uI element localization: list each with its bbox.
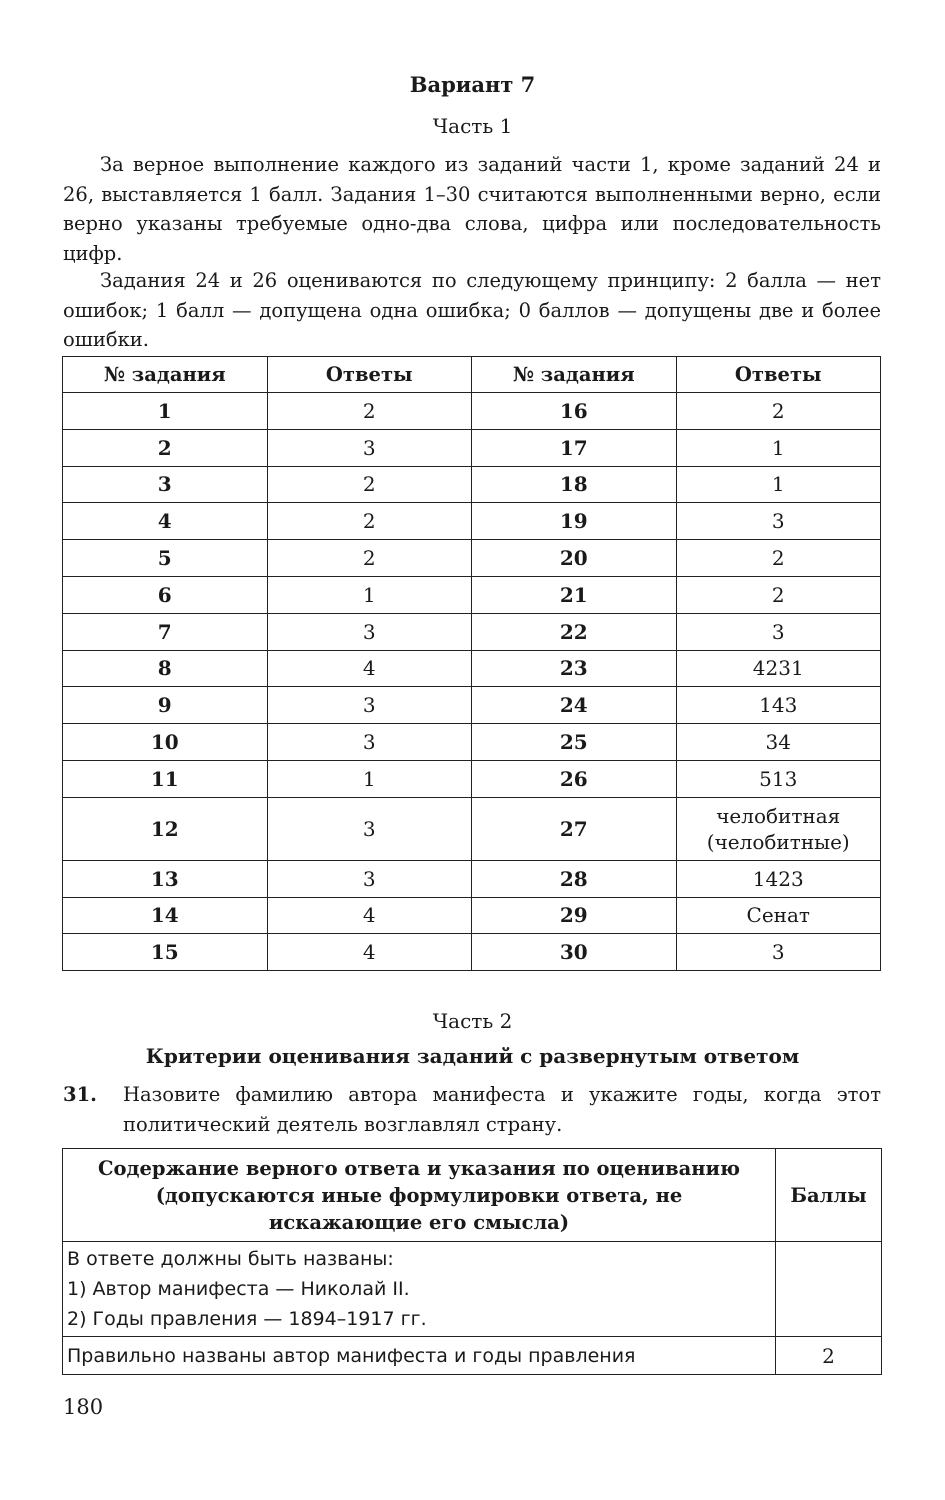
task-number-cell: 2 bbox=[63, 429, 268, 466]
answer-cell: 3 bbox=[676, 503, 881, 540]
task-number-cell: 12 bbox=[63, 797, 268, 860]
answer-cell: 1 bbox=[267, 576, 472, 613]
answer-cell: 2 bbox=[267, 466, 472, 503]
task-text: Назовите фамилию автора манифеста и укажите годы, когда этот политический деятель возглавлял страну. bbox=[123, 1083, 881, 1136]
task-number-cell: 11 bbox=[63, 760, 268, 797]
task-number-cell: 7 bbox=[63, 613, 268, 650]
task-number-cell: 28 bbox=[472, 860, 677, 897]
answer-cell: 3 bbox=[267, 797, 472, 860]
answer-cell: 3 bbox=[676, 613, 881, 650]
header-task-number-2: № задания bbox=[472, 357, 677, 393]
answer-cell: 3 bbox=[267, 613, 472, 650]
answer-cell: 1 bbox=[676, 466, 881, 503]
task-number-cell: 4 bbox=[63, 503, 268, 540]
task-number-cell: 18 bbox=[472, 466, 677, 503]
task-number-cell: 9 bbox=[63, 687, 268, 724]
criteria-last-row-text: Правильно названы автор манифеста и годы правления bbox=[63, 1337, 776, 1375]
task-number-cell: 25 bbox=[472, 724, 677, 761]
task-number-cell: 19 bbox=[472, 503, 677, 540]
task-number-cell: 17 bbox=[472, 429, 677, 466]
task-number-cell: 5 bbox=[63, 540, 268, 577]
answer-cell: 3 bbox=[267, 724, 472, 761]
intro-paragraph-2: Задания 24 и 26 оцениваются по следующему принципу: 2 балла — нет ошибок; 1 балл — допущена одна ошибка; 0 баллов — допущены две и более ошибки. bbox=[63, 269, 881, 351]
header-answer-2: Ответы bbox=[676, 357, 881, 393]
table-row bbox=[63, 860, 881, 897]
answer-cell: 3 bbox=[267, 429, 472, 466]
task-number-cell: 23 bbox=[472, 650, 677, 687]
task-number-cell: 22 bbox=[472, 613, 677, 650]
answers-table-header bbox=[63, 357, 881, 393]
table-row bbox=[63, 393, 881, 430]
page-number: 180 bbox=[63, 1395, 104, 1419]
task-number-cell: 10 bbox=[63, 724, 268, 761]
table-row bbox=[63, 613, 881, 650]
table-row bbox=[63, 540, 881, 577]
answer-cell: 3 bbox=[267, 687, 472, 724]
part2-title: Часть 2 bbox=[432, 1009, 513, 1033]
answer-cell: 4 bbox=[267, 897, 472, 934]
criteria-title: Критерии оценивания заданий с развернутым ответом bbox=[145, 1044, 800, 1068]
table-row bbox=[63, 429, 881, 466]
variant-title: Вариант 7 bbox=[409, 72, 536, 97]
answer-cell: Сенат bbox=[676, 897, 881, 934]
table-row bbox=[63, 503, 881, 540]
table-row bbox=[63, 934, 881, 971]
intro-paragraph-1: За верное выполнение каждого из заданий части 1, кроме заданий 24 и 26, выставляется 1 балл. Задания 1–30 считаются выполненными верно, если верно указаны требуемые одно-два слова, цифра или последовательность цифр. bbox=[63, 153, 881, 265]
task-number-cell: 13 bbox=[63, 860, 268, 897]
criteria-table bbox=[62, 1148, 882, 1375]
criteria-line: 2) Годы правления — 1894–1917 гг. bbox=[67, 1308, 427, 1330]
criteria-line: 1) Автор манифеста — Николай II. bbox=[67, 1278, 410, 1300]
table-row bbox=[63, 650, 881, 687]
answer-cell: 2 bbox=[676, 393, 881, 430]
table-row bbox=[63, 466, 881, 503]
answer-cell: 2 bbox=[676, 540, 881, 577]
table-row bbox=[63, 724, 881, 761]
task-number-cell: 30 bbox=[472, 934, 677, 971]
task-number-cell: 8 bbox=[63, 650, 268, 687]
task-number-cell: 27 bbox=[472, 797, 677, 860]
answer-cell: челобитная (челобитные) bbox=[676, 797, 881, 860]
task-number-cell: 3 bbox=[63, 466, 268, 503]
task-number-cell: 16 bbox=[472, 393, 677, 430]
task-number-cell: 20 bbox=[472, 540, 677, 577]
task-number-cell: 21 bbox=[472, 576, 677, 613]
answer-cell: 2 bbox=[267, 540, 472, 577]
part1-title: Часть 1 bbox=[432, 114, 513, 138]
answer-cell: 4231 bbox=[676, 650, 881, 687]
task-number-cell: 15 bbox=[63, 934, 268, 971]
header-answer-1: Ответы bbox=[267, 357, 472, 393]
answer-cell: 1423 bbox=[676, 860, 881, 897]
answer-cell: 143 bbox=[676, 687, 881, 724]
header-task-number-1: № задания bbox=[63, 357, 268, 393]
answer-cell: 2 bbox=[267, 503, 472, 540]
answer-cell: 513 bbox=[676, 760, 881, 797]
table-row bbox=[63, 760, 881, 797]
task-number-cell: 1 bbox=[63, 393, 268, 430]
answer-cell: 3 bbox=[267, 860, 472, 897]
answer-cell: 2 bbox=[676, 576, 881, 613]
task-number-cell: 29 bbox=[472, 897, 677, 934]
task-number-cell: 24 bbox=[472, 687, 677, 724]
table-row bbox=[63, 897, 881, 934]
criteria-header-content: Содержание верного ответа и указания по оцениванию (допускаются иные формулировки ответа, не искажающие его смысла) bbox=[63, 1149, 776, 1242]
answer-cell: 4 bbox=[267, 650, 472, 687]
criteria-line: В ответе должны быть названы: bbox=[67, 1248, 394, 1270]
answer-cell: 1 bbox=[676, 429, 881, 466]
criteria-header-score: Баллы bbox=[776, 1149, 882, 1242]
task-number-cell: 6 bbox=[63, 576, 268, 613]
table-row bbox=[63, 576, 881, 613]
answer-cell: 3 bbox=[676, 934, 881, 971]
criteria-empty-score bbox=[776, 1242, 882, 1337]
criteria-last-row-score: 2 bbox=[776, 1337, 882, 1375]
task-number-cell: 26 bbox=[472, 760, 677, 797]
criteria-content bbox=[63, 1242, 776, 1337]
answers-table bbox=[62, 356, 881, 971]
task-number: 31. bbox=[63, 1083, 97, 1106]
task-number-cell: 14 bbox=[63, 897, 268, 934]
answer-cell: 1 bbox=[267, 760, 472, 797]
answer-cell: 4 bbox=[267, 934, 472, 971]
answer-cell: 2 bbox=[267, 393, 472, 430]
table-row bbox=[63, 797, 881, 860]
table-row bbox=[63, 687, 881, 724]
answer-cell: 34 bbox=[676, 724, 881, 761]
